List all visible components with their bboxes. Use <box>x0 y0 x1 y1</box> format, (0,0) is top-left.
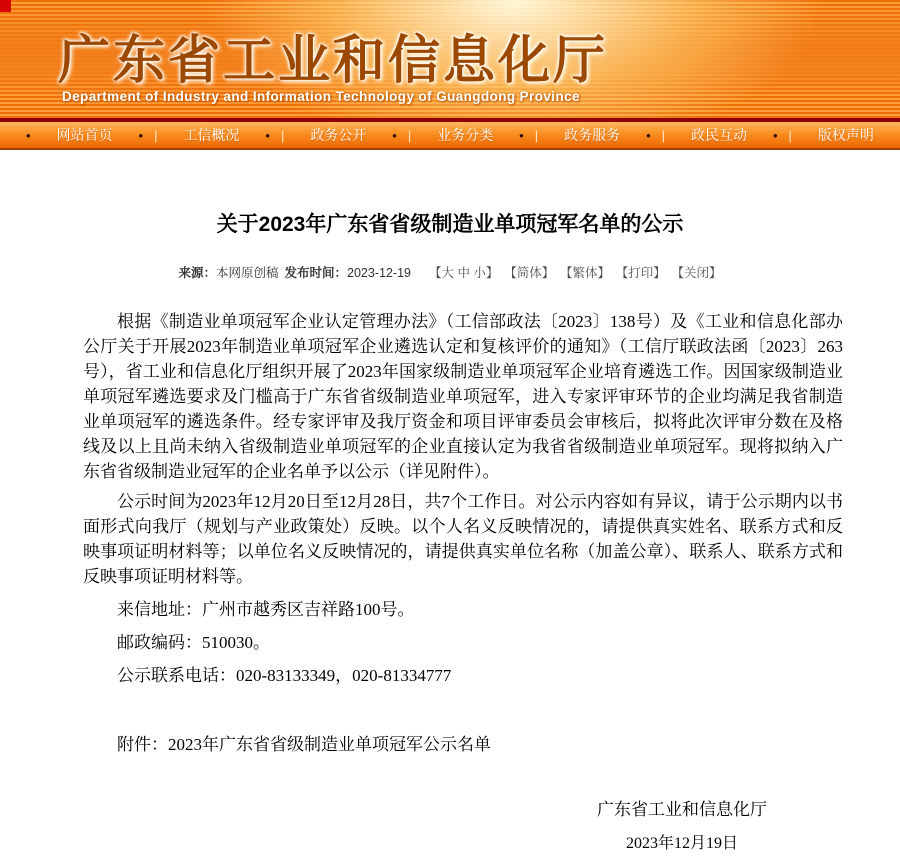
close-button[interactable]: 【关闭】 <box>677 266 722 280</box>
pipe-divider: | <box>154 127 158 143</box>
pipe-divider: | <box>534 127 539 143</box>
traditional-chinese-button[interactable]: 【繁体】 <box>566 266 610 280</box>
simplified-chinese-button[interactable]: 【简体】 <box>510 266 555 280</box>
nav-separator <box>139 128 158 143</box>
bullet-icon: • <box>646 127 651 143</box>
contact-phone-line: 公示联系电话：020-83133349，020-81334777 <box>117 666 452 685</box>
signature-department: 广东省工业和信息化厅 <box>597 800 767 819</box>
nav-separator <box>519 128 538 143</box>
publish-date: 2023-12-19 <box>347 266 411 280</box>
bullet-icon: • <box>772 127 778 143</box>
postal-code-line: 邮政编码：510030。 <box>117 633 270 652</box>
article-meta <box>0 263 900 281</box>
paragraph: 公示时间为2023年12月20日至12月28日，共7个工作日。对公示内容如有异议，请于公示期内以书面形式向我厅（规划与产业政策处）反映。以个人名义反映情况的，请提供真实姓名、联系方式和反映事项证明材料等；以单位名义反映情况的，请提供真实单位名称（加盖公章）、联系人、联系方式和反映事项证明材料等。 <box>83 492 843 586</box>
bullet-icon: • <box>392 127 397 143</box>
bullet-icon: • <box>26 127 31 143</box>
nav-item-home[interactable]: 网站首页 <box>56 127 113 143</box>
pipe-divider: | <box>280 127 285 143</box>
main-nav <box>0 122 900 150</box>
bullet-icon: • <box>265 127 270 143</box>
source-label: 来源： <box>178 266 216 280</box>
pipe-divider: | <box>788 127 792 143</box>
publish-time-label: 发布时间： <box>284 266 348 280</box>
site-subtitle-english: Department of Industry and Information Technology of Guangdong Province <box>62 89 580 104</box>
attachment-line: 附件：2023年广东省省级制造业单项冠军公示名单 <box>117 735 491 754</box>
nav-separator <box>773 128 792 143</box>
pipe-divider: | <box>661 127 666 143</box>
nav-item-business[interactable]: 业务分类 <box>437 127 494 143</box>
bullet-icon: • <box>519 127 524 143</box>
signature-block <box>597 797 767 856</box>
font-size-control[interactable]: 【大 中 小】 <box>428 266 499 280</box>
print-button[interactable]: 【打印】 <box>621 266 666 280</box>
source-value: 本网原创稿 <box>216 266 279 280</box>
nav-item-interaction[interactable]: 政民互动 <box>690 127 747 143</box>
site-title: 广东省工业和信息化厅 <box>58 32 609 90</box>
nav-item-services[interactable]: 政务服务 <box>564 127 621 143</box>
page-title: 关于2023年广东省省级制造业单项冠军名单的公示 <box>216 213 684 236</box>
pipe-divider: | <box>407 127 412 143</box>
nav-separator <box>392 128 411 143</box>
article-body <box>0 281 900 856</box>
header-banner <box>0 0 900 118</box>
bullet-icon: • <box>138 127 144 143</box>
mail-address-line: 来信地址：广州市越秀区吉祥路100号。 <box>117 600 415 619</box>
paragraph: 根据《制造业单项冠军企业认定管理办法》（工信部政法〔2023〕138号）及《工业和信息化部办公厅关于开展2023年制造业单项冠军企业遴选认定和复核评价的通知》（工信厅联政法函〔2023〕263号），省工业和信息化厅组织开展了2023年国家级制造业单项冠军企业培育遴选工作。因国家级制造业单项冠军遴选要求及门槛高于广东省省级制造业单项冠军，进入专家评审环节的企业均满足我省制造业单项冠军的遴选条件。经专家评审及我厅资金和项目评审委员会审核后，拟将此次评审分数在及格线及以上且尚未纳入省级制造业单项冠军的企业直接认定为我省省级制造业单项冠军。现将拟纳入广东省省级制造业冠军的企业名单予以公示（详见附件）。 <box>83 312 843 481</box>
article <box>0 150 900 856</box>
nav-separator <box>265 128 284 143</box>
corner-mark <box>0 0 11 12</box>
nav-item-copyright[interactable]: 版权声明 <box>817 127 874 143</box>
nav-separator <box>646 128 665 143</box>
nav-item-overview[interactable]: 工信概况 <box>183 127 240 143</box>
nav-item-gov-affairs[interactable]: 政务公开 <box>310 127 367 143</box>
signature-date: 2023年12月19日 <box>625 835 738 852</box>
